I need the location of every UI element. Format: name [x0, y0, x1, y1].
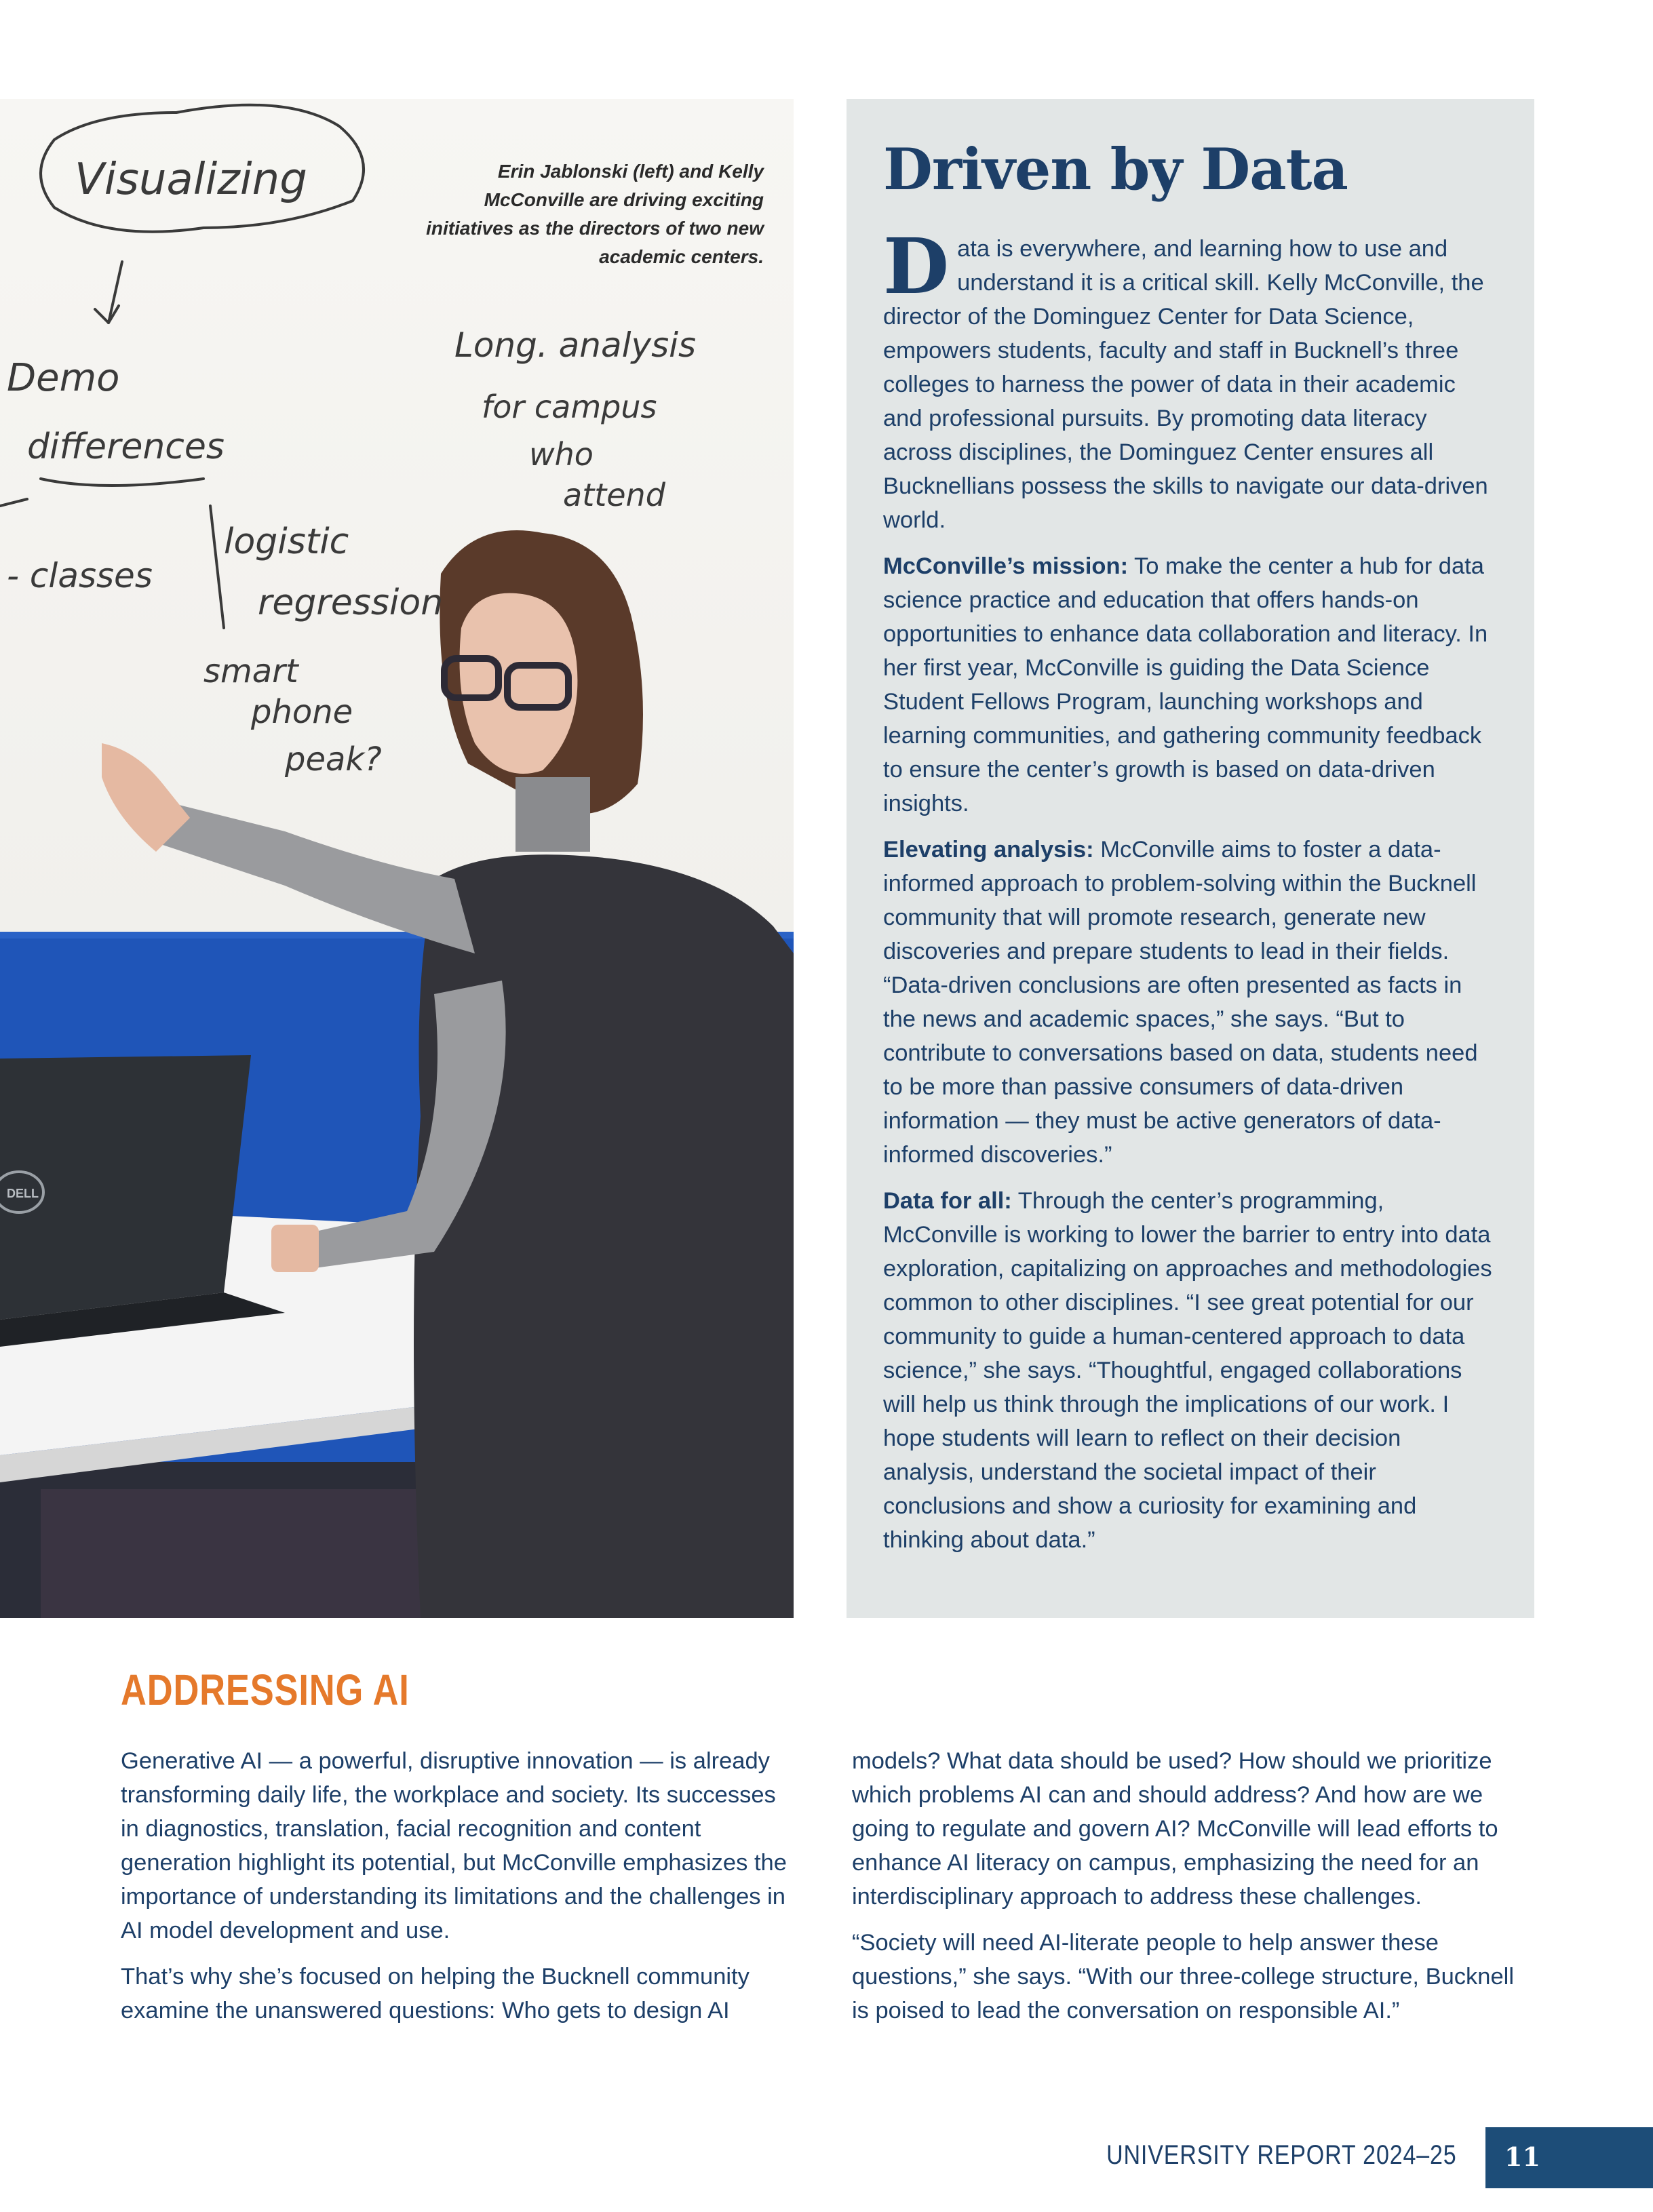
- sidebar-intro: [883, 222, 1498, 537]
- section-heading: McConville’s mission:: [883, 553, 1129, 579]
- photo-caption: Erin Jablonski (left) and Kelly McConville are driving exciting initiatives as the directors of two new academic centers.: [426, 161, 764, 267]
- whiteboard-word: phone: [251, 693, 353, 731]
- laptop-logo: DELL: [7, 1187, 39, 1200]
- whiteboard-word: differences: [27, 427, 225, 467]
- section-heading: Data for all:: [883, 1188, 1012, 1214]
- section-heading: Elevating analysis:: [883, 837, 1094, 863]
- section-text: To make the center a hub for data science practice and education that offers hands-on opportunities to enhance data collaboration and literacy. In her first year, McConville is guiding the Data Science Student Fellows Program, launching workshops and learning communities, and gathering community feedback to ensure the center’s growth is based on data-driven insights.: [883, 553, 1488, 816]
- sidebar-section: [883, 1184, 1498, 1557]
- whiteboard-word: who: [529, 436, 594, 473]
- section-text: McConville aims to foster a data-informed approach to problem-solving within the Bucknell community that will promote research, generate new discoveries and prepare students to lead in their fields. “Data-driven conclusions are often presented as facts in the news and academic spaces,” she says. “But to contribute to conversations based on data, students need to be more than passive consumers of data-driven information — they must be active generators of data-informed discoveries.”: [883, 837, 1478, 1168]
- article-column-right: [852, 1744, 1530, 2040]
- publication-label: UNIVERSITY REPORT 2024–25: [1106, 2140, 1456, 2170]
- whiteboard-word: regression: [258, 582, 444, 623]
- section-text: Through the center’s programming, McConville is working to lower the barrier to entry into data exploration, capitalizing on approaches and methodologies common to other disciplines. “I see great potential for our community to guide a human-centered approach to data science,” she says. “Thoughtful, engaged collaborations will help us think through the implications of our work. I hope students will learn to reflect on their decision analysis, understand the societal impact of their conclusions and show a curiosity for examining and thinking about data.”: [883, 1188, 1492, 1553]
- whiteboard-word: Visualizing: [75, 155, 307, 205]
- article-paragraph: Generative AI — a powerful, disruptive innovation — is already transforming daily life, the workplace and society. Its successes in diagnostics, translation, facial recognition and content generation highlight its potential, but McConville emphasizes the importance of understanding its limitations and the challenges in AI model development and use.: [121, 1748, 787, 1943]
- whiteboard-word: - classes: [7, 556, 153, 595]
- addressing-ai-heading: ADDRESSING AI: [121, 1665, 410, 1714]
- sidebar-section: [883, 549, 1498, 821]
- feature-photo: [0, 99, 794, 1618]
- sidebar-title: Driven by Data: [883, 136, 1348, 203]
- photo-illustration: [0, 99, 794, 1618]
- whiteboard-word: peak?: [285, 740, 382, 778]
- whiteboard-word: smart: [203, 652, 298, 690]
- article-paragraph: That’s why she’s focused on helping the Bucknell community examine the unanswered questions: Who gets to design AI: [121, 1964, 750, 2023]
- article-paragraph: models? What data should be used? How should we prioritize which problems AI can and should address? And how are we going to regulate and govern AI? McConville will lead efforts to enhance AI literacy on campus, emphasizing the need for an interdisciplinary approach to address these challenges.: [852, 1748, 1498, 1910]
- whiteboard-word: Long. analysis: [454, 325, 697, 365]
- intro-text: ata is everywhere, and learning how to use and understand it is a critical skill. Kelly McConville, the director of the Dominguez Center for Data Science, empowers students, faculty and staff in Bucknell’s three colleges to harness the power of data in their academic and professional pursuits. By promoting data literacy across disciplines, the Dominguez Center ensures all Bucknellians possess the skills to navigate our data-driven world.: [883, 236, 1488, 533]
- whiteboard-word: logistic: [224, 521, 349, 562]
- sidebar-section: [883, 833, 1498, 1172]
- driven-by-data-sidebar: [847, 99, 1534, 1618]
- drop-cap: D: [883, 222, 950, 311]
- whiteboard-word: for campus: [482, 389, 657, 425]
- page-number: 11: [1504, 2141, 1540, 2172]
- article-paragraph: “Society will need AI-literate people to help answer these questions,” she says. “With our three-college structure, Bucknell is poised to lead the conversation on responsible AI.”: [852, 1930, 1515, 2023]
- whiteboard-word: Demo: [7, 356, 120, 400]
- whiteboard-word: attend: [563, 477, 665, 513]
- article-column-left: [121, 1744, 799, 2040]
- page-number-box: [1485, 2127, 1653, 2188]
